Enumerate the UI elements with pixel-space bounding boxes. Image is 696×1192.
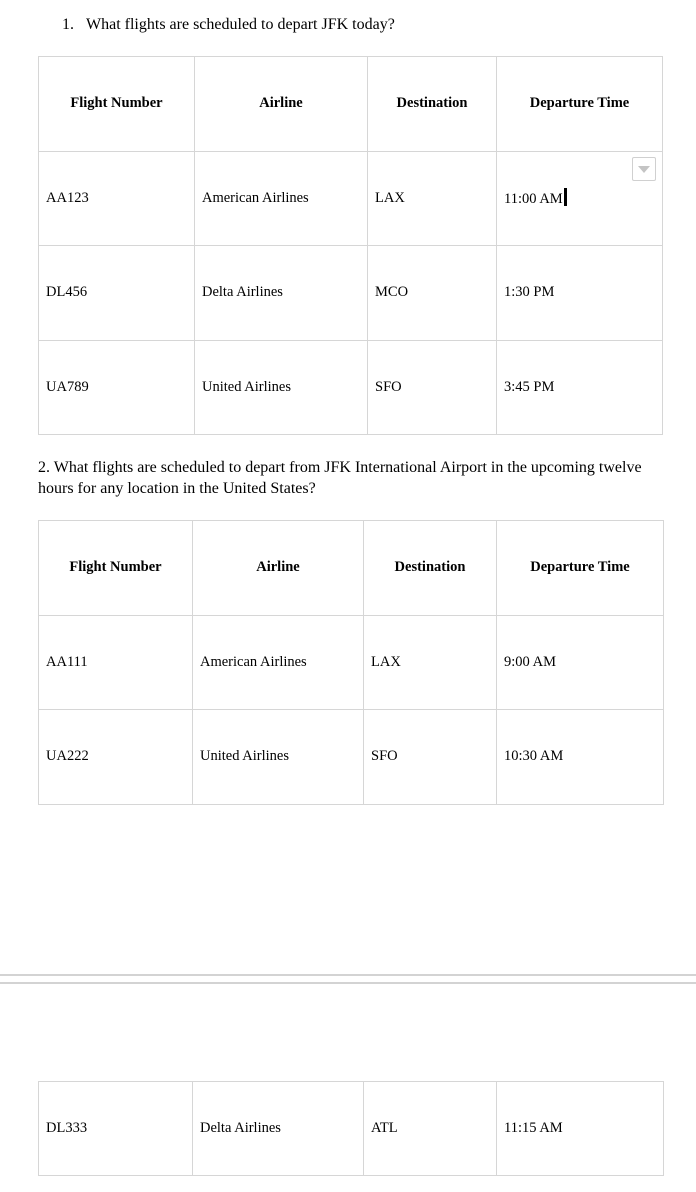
table-row <box>39 615 664 710</box>
question-2: 2. What flights are scheduled to depart from JFK International Airport in the upcoming twelve hours for any location in the United States? <box>38 459 642 497</box>
cell-airline[interactable]: Delta Airlines <box>193 1082 364 1176</box>
header-departure-time[interactable]: Departure Time <box>497 57 663 152</box>
header-flight-number[interactable]: Flight Number <box>39 57 195 152</box>
cell-flight-number[interactable]: UA222 <box>39 710 193 805</box>
header-airline[interactable]: Airline <box>193 521 364 616</box>
page-break-line-bottom <box>0 982 696 984</box>
cell-flight-number[interactable]: DL333 <box>39 1082 193 1176</box>
flights-table-2 <box>38 520 664 805</box>
question-1-text: What flights are scheduled to depart JFK today? <box>86 16 395 33</box>
cell-destination[interactable]: MCO <box>368 246 497 341</box>
table-row <box>39 151 663 246</box>
cell-flight-number[interactable]: AA123 <box>39 151 195 246</box>
page-break-line-top <box>0 974 696 976</box>
cell-dropdown-button[interactable] <box>632 157 656 181</box>
cell-flight-number[interactable]: DL456 <box>39 246 195 341</box>
cell-departure-time-text: 11:00 AM <box>504 191 563 208</box>
cell-airline[interactable]: United Airlines <box>195 340 368 435</box>
cell-departure-time[interactable]: 1:30 PM <box>497 246 663 341</box>
cell-airline[interactable]: American Airlines <box>193 615 364 710</box>
cell-destination[interactable]: LAX <box>368 151 497 246</box>
cell-departure-time[interactable]: 11:15 AM <box>497 1082 664 1176</box>
flights-table-2-continued <box>38 1081 664 1176</box>
cell-departure-time[interactable]: 3:45 PM <box>497 340 663 435</box>
cell-destination[interactable]: LAX <box>364 615 497 710</box>
table-header-row <box>39 521 664 616</box>
cell-destination[interactable]: SFO <box>364 710 497 805</box>
table-row <box>39 1082 664 1176</box>
flights-table-1 <box>38 56 663 435</box>
table-row <box>39 246 663 341</box>
header-departure-time[interactable]: Departure Time <box>497 521 664 616</box>
cell-flight-number[interactable]: UA789 <box>39 340 195 435</box>
question-1-number: 1. <box>62 16 74 33</box>
table-header-row <box>39 57 663 152</box>
cell-departure-time[interactable]: 10:30 AM <box>497 710 664 805</box>
chevron-down-icon <box>638 166 650 173</box>
header-destination[interactable]: Destination <box>368 57 497 152</box>
cell-flight-number[interactable]: AA111 <box>39 615 193 710</box>
cell-destination[interactable]: ATL <box>364 1082 497 1176</box>
cell-airline[interactable]: United Airlines <box>193 710 364 805</box>
question-1 <box>62 14 395 36</box>
cell-departure-time[interactable]: 9:00 AM <box>497 615 664 710</box>
header-flight-number[interactable]: Flight Number <box>39 521 193 616</box>
table-row <box>39 340 663 435</box>
cell-destination[interactable]: SFO <box>368 340 497 435</box>
text-caret <box>564 188 567 206</box>
cell-airline[interactable]: Delta Airlines <box>195 246 368 341</box>
header-airline[interactable]: Airline <box>195 57 368 152</box>
cell-airline[interactable]: American Airlines <box>195 151 368 246</box>
header-destination[interactable]: Destination <box>364 521 497 616</box>
table-row <box>39 710 664 805</box>
